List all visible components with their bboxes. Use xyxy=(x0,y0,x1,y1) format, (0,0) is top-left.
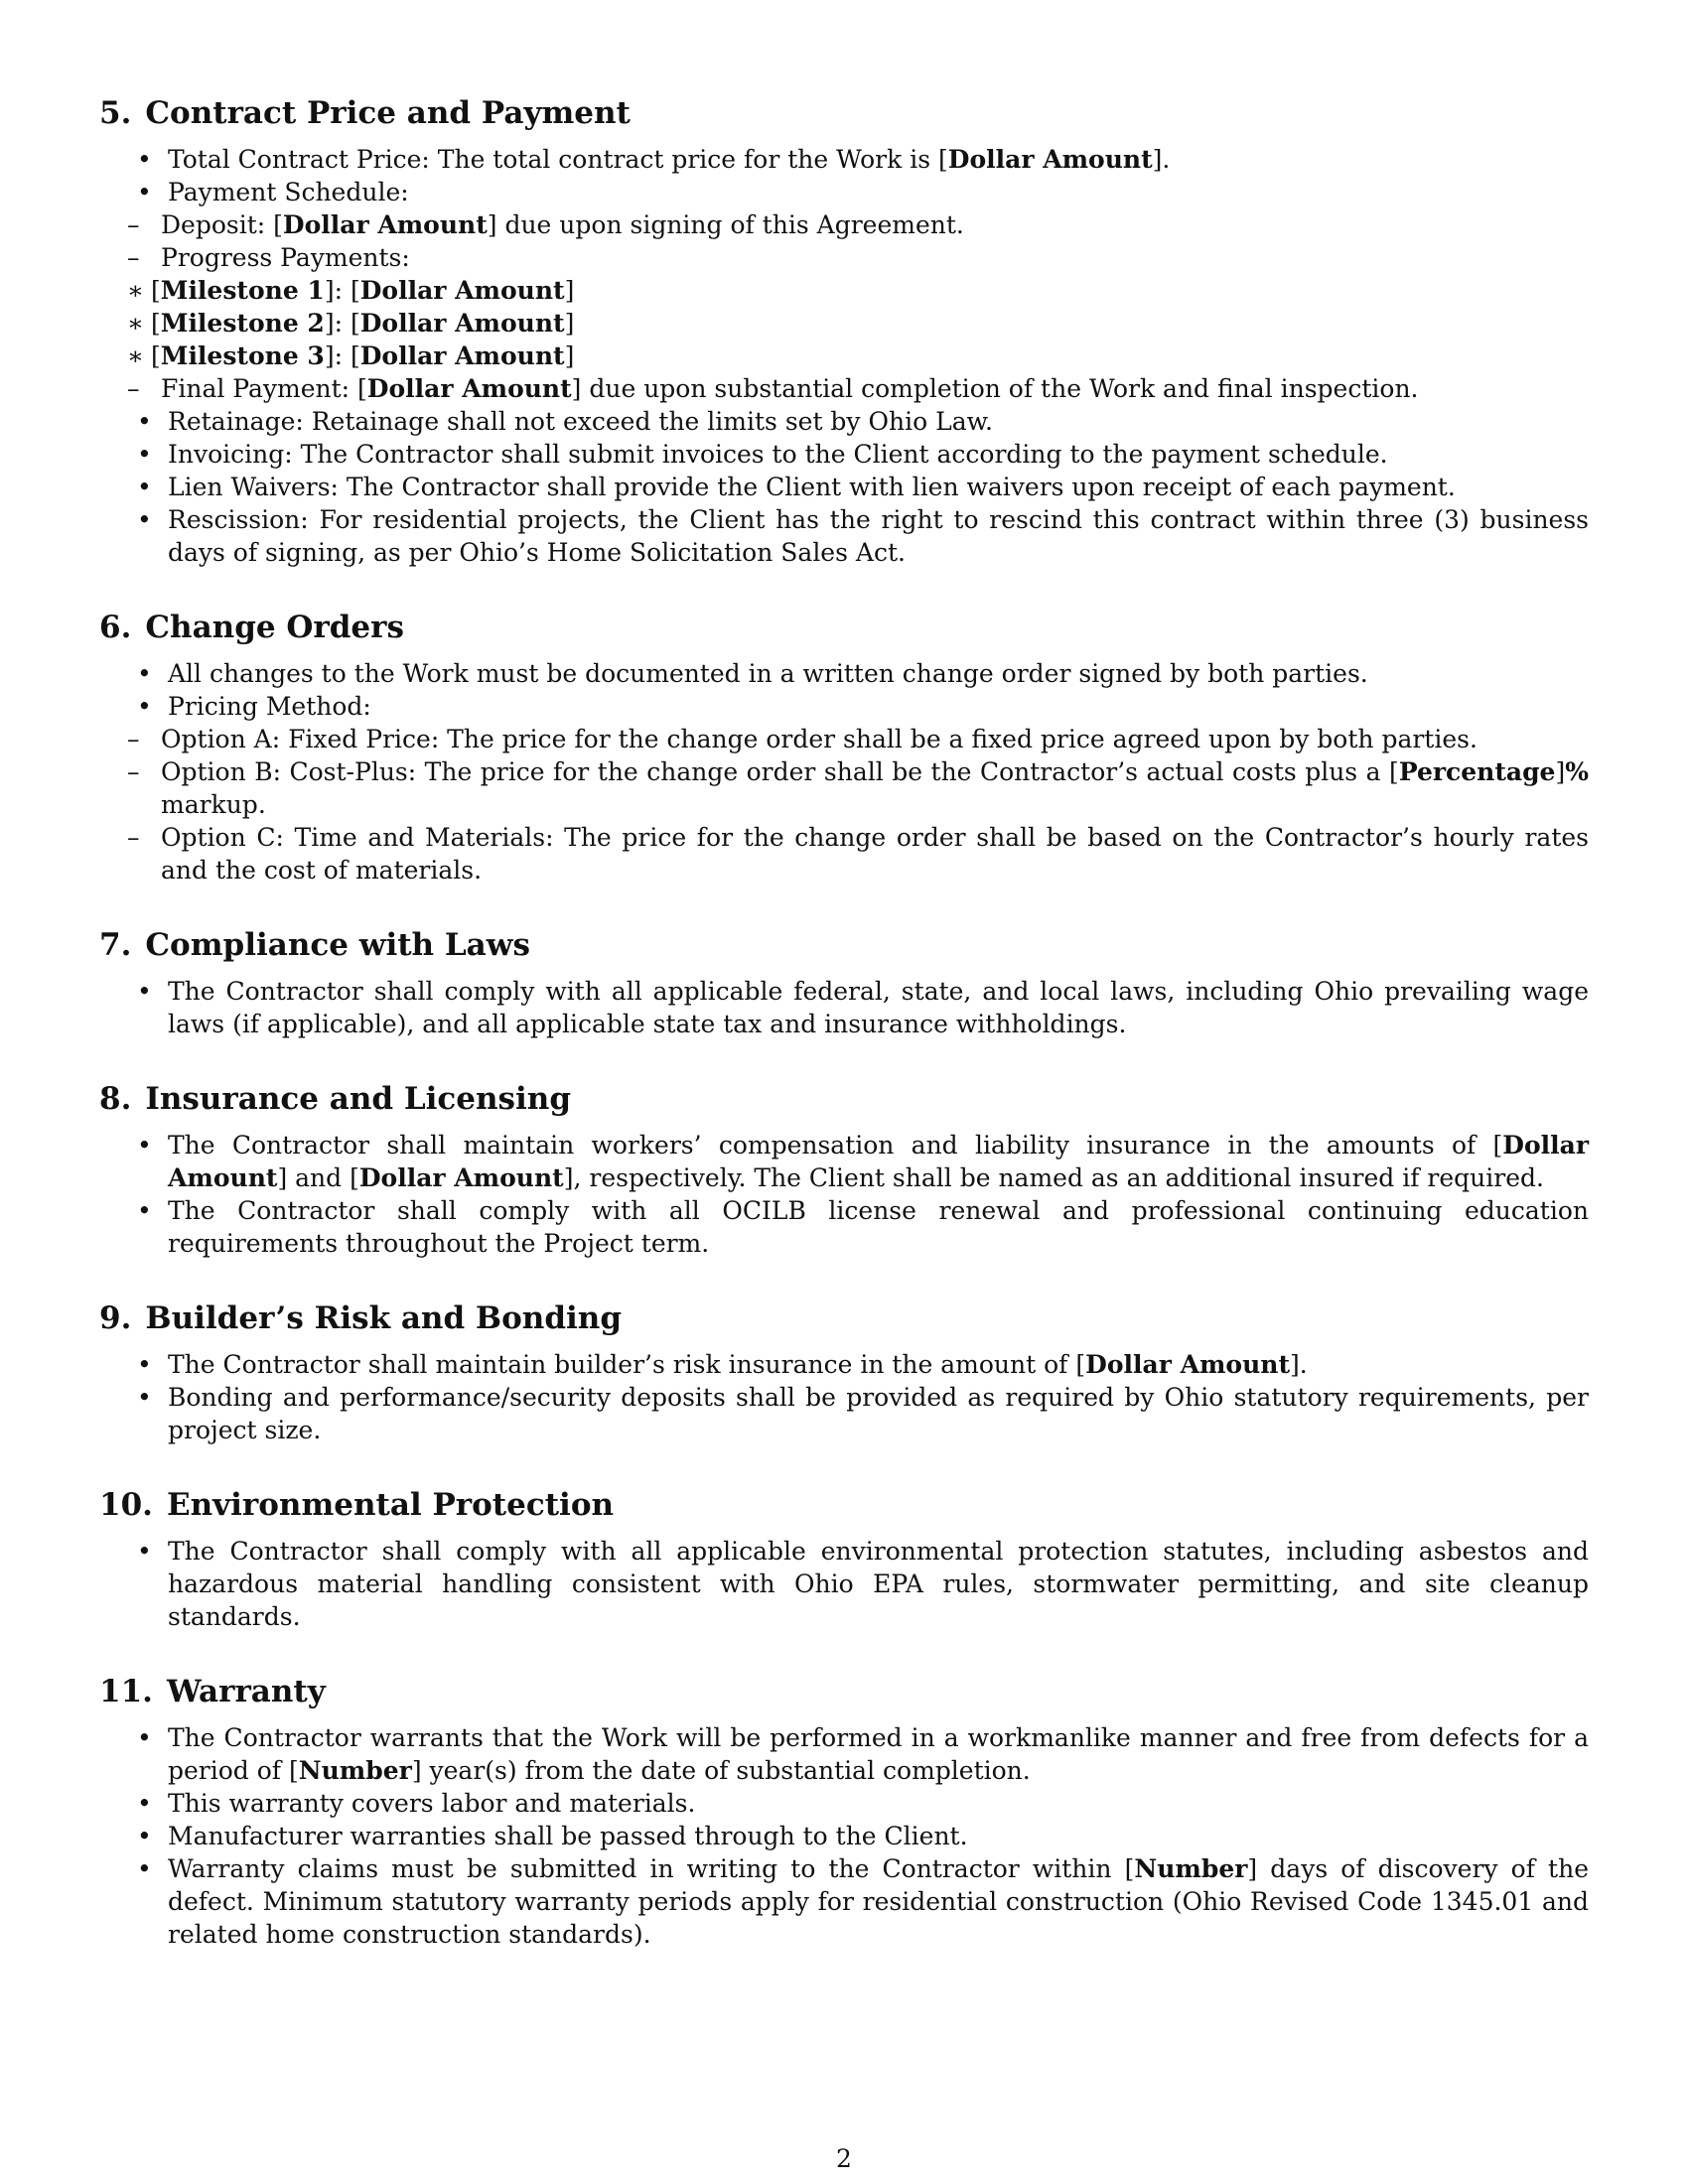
list-item: • The Contractor shall comply with all applicable environmental protection statutes, including asbestos and hazardous material handling consistent with Ohio EPA rules, stormwater permitting, and site cleanup standards. xyxy=(99,1535,1589,1633)
list-item: • Invoicing: The Contractor shall submit invoices to the Client according to the payment schedule. xyxy=(99,438,1589,471)
list-item: • Retainage: Retainage shall not exceed the limits set by Ohio Law. xyxy=(99,405,1589,438)
list-item: – Option C: Time and Materials: The price for the change order shall be based on the Contractor’s hourly rates and the cost of materials. xyxy=(99,821,1589,887)
sub-list xyxy=(99,208,1589,405)
list-item: – Progress Payments: ∗ [Milestone 1]: [Dollar Amount] ∗ [Milestone 2]: [Dollar Amount] ∗ [Milestone 3]: [Dollar Amount] xyxy=(99,241,1589,372)
list-item: • Lien Waivers: The Contractor shall provide the Client with lien waivers upon receipt of each payment. xyxy=(99,471,1589,503)
bullet-list xyxy=(99,975,1589,1040)
milestone-item: ∗ [Milestone 2]: [Dollar Amount] xyxy=(99,307,1589,340)
list-item: • All changes to the Work must be documented in a written change order signed by both parties. xyxy=(99,657,1589,690)
list-item: • Pricing Method: – Option A: Fixed Price: The price for the change order shall be a fixed price agreed upon by both parties. – Option B: Cost-Plus: The price for the change order shall be the Contractor’s actual costs plus a [Percentage]% markup. – Option C: Time and Materials: The price for the change order shall be based on the Contractor’s hourly rates and the cost of materials. xyxy=(99,690,1589,887)
milestone-list xyxy=(99,274,1589,372)
milestone-item: ∗ [Milestone 3]: [Dollar Amount] xyxy=(99,340,1589,372)
section-heading: 5. Contract Price and Payment xyxy=(99,95,631,131)
list-item: • Bonding and performance/security deposits shall be provided as required by Ohio statutory requirements, per project size. xyxy=(99,1381,1589,1446)
list-item: • Rescission: For residential projects, the Client has the right to rescind this contract within three (3) business days of signing, as per Ohio’s Home Solicitation Sales Act. xyxy=(99,503,1589,569)
milestone-item: ∗ [Milestone 1]: [Dollar Amount] xyxy=(99,274,1589,307)
section-contract-price xyxy=(99,91,1589,569)
section-heading: 7. Compliance with Laws xyxy=(99,927,530,963)
list-item: • The Contractor shall maintain builder’s risk insurance in the amount of [Dollar Amount]. xyxy=(99,1348,1589,1381)
section-warranty xyxy=(99,1670,1589,1951)
list-item: – Option B: Cost-Plus: The price for the change order shall be the Contractor’s actual costs plus a [Percentage]% markup. xyxy=(99,755,1589,821)
list-item: – Final Payment: [Dollar Amount] due upon substantial completion of the Work and final inspection. xyxy=(99,372,1589,405)
bullet-list xyxy=(99,1721,1589,1951)
section-change-orders xyxy=(99,606,1589,887)
sub-list xyxy=(99,723,1589,887)
page-number: 2 xyxy=(836,2144,852,2173)
bullet-list xyxy=(99,1348,1589,1446)
list-item: • Total Contract Price: The total contract price for the Work is [Dollar Amount]. xyxy=(99,143,1589,176)
section-builders-risk xyxy=(99,1297,1589,1446)
list-item: • The Contractor warrants that the Work will be performed in a workmanlike manner and free from defects for a period of [Number] year(s) from the date of substantial completion. xyxy=(99,1721,1589,1787)
list-item: • The Contractor shall comply with all applicable federal, state, and local laws, including Ohio prevailing wage laws (if applicable), and all applicable state tax and insurance withholdings. xyxy=(99,975,1589,1040)
document-page xyxy=(99,91,1589,1987)
section-heading: 6. Change Orders xyxy=(99,610,404,645)
section-heading: 11. Warranty xyxy=(99,1674,326,1709)
list-item: • Manufacturer warranties shall be passed through to the Client. xyxy=(99,1820,1589,1852)
section-heading: 9. Builder’s Risk and Bonding xyxy=(99,1300,623,1336)
list-item: • This warranty covers labor and materials. xyxy=(99,1787,1589,1820)
bullet-list xyxy=(99,657,1589,887)
list-item: • The Contractor shall comply with all OCILB license renewal and professional continuing education requirements throughout the Project term. xyxy=(99,1194,1589,1260)
section-heading: 8. Insurance and Licensing xyxy=(99,1081,572,1117)
section-environmental xyxy=(99,1483,1589,1633)
section-compliance xyxy=(99,923,1589,1040)
bullet-list xyxy=(99,1535,1589,1633)
section-insurance xyxy=(99,1077,1589,1260)
bullet-list xyxy=(99,143,1589,569)
list-item: – Deposit: [Dollar Amount] due upon signing of this Agreement. xyxy=(99,208,1589,241)
list-item: • Payment Schedule: – Deposit: [Dollar Amount] due upon signing of this Agreement. – Progress Payments: ∗ [Milestone 1]: [Dollar Amount] ∗ [Milestone 2]: [Dollar Amount] ∗ [Milestone 3]: [Dollar Amount] – Final Payment: [Dollar Amount] due upon substantial completion of the Work and final inspection. xyxy=(99,176,1589,405)
list-item: – Option A: Fixed Price: The price for the change order shall be a fixed price agreed upon by both parties. xyxy=(99,723,1589,755)
section-heading: 10. Environmental Protection xyxy=(99,1487,615,1523)
list-item: • Warranty claims must be submitted in writing to the Contractor within [Number] days of discovery of the defect. Minimum statutory warranty periods apply for residential construction (Ohio Revised Code 1345.01 and related home construction standards). xyxy=(99,1852,1589,1951)
list-item: • The Contractor shall maintain workers’ compensation and liability insurance in the amounts of [Dollar Amount] and [Dollar Amount], respectively. The Client shall be named as an additional insured if required. xyxy=(99,1129,1589,1194)
bullet-list xyxy=(99,1129,1589,1260)
